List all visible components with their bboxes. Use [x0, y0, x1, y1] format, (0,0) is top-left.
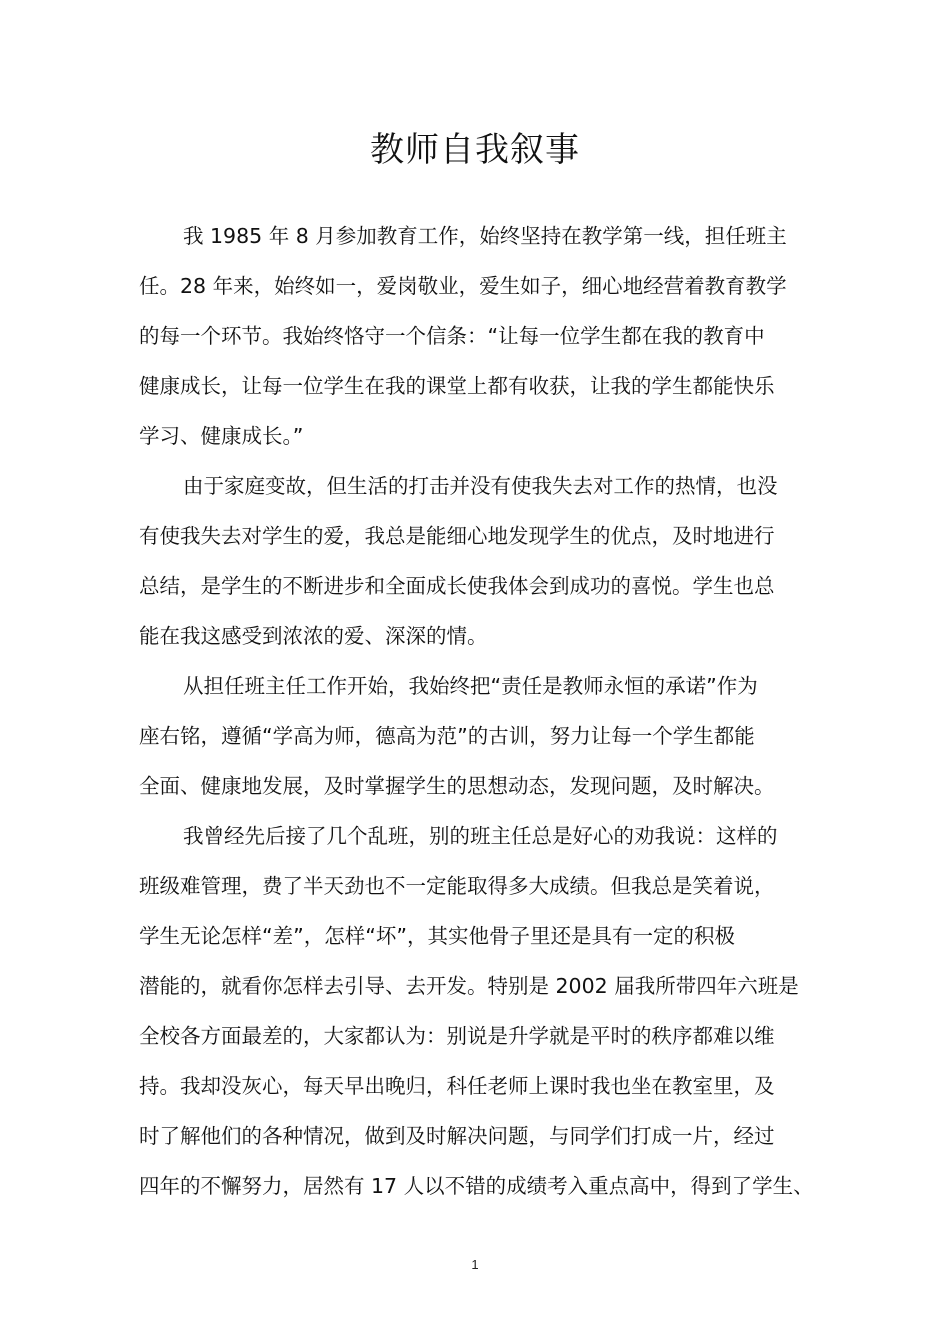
text-line: 座右铭，遵循“学高为师，德高为范”的古训，努力让每一个学生都能 — [139, 724, 755, 748]
text-line: 我曾经先后接了几个乱班，别的班主任总是好心的劝我说：这样的 — [183, 824, 778, 848]
text-line: 学生无论怎样“差”，怎样“坏”，其实他骨子里还是具有一定的积极 — [139, 924, 735, 948]
text-line: 任。28 年来，始终如一，爱岗敬业，爱生如子，细心地经营着教育教学 — [139, 274, 787, 298]
text-line: 学习、健康成长。” — [139, 424, 304, 448]
text-line: 潜能的，就看你怎样去引导、去开发。特别是 2002 届我所带四年六班是 — [139, 974, 799, 998]
text-line: 能在我这感受到浓浓的爱、深深的情。 — [139, 624, 488, 648]
text-line: 从担任班主任工作开始，我始终把“责任是教师永恒的承诺”作为 — [183, 674, 758, 698]
text-line: 由于家庭变故，但生活的打击并没有使我失去对工作的热情，也没 — [183, 474, 778, 498]
text-line: 班级难管理，费了半天劲也不一定能取得多大成绩。但我总是笑着说， — [139, 874, 775, 898]
text-line: 健康成长，让每一位学生在我的课堂上都有收获，让我的学生都能快乐 — [139, 374, 775, 398]
text-line: 全面、健康地发展，及时掌握学生的思想动态，发现问题，及时解决。 — [139, 774, 775, 798]
text-line: 全校各方面最差的，大家都认为：别说是升学就是平时的秩序都难以维 — [139, 1024, 775, 1048]
body-text — [139, 211, 829, 1211]
text-line: 持。我却没灰心，每天早出晚归，科任老师上课时我也坐在教室里，及 — [139, 1074, 775, 1098]
text-line: 总结，是学生的不断进步和全面成长使我体会到成功的喜悦。学生也总 — [139, 574, 775, 598]
text-line: 的每一个环节。我始终恪守一个信条：“让每一位学生都在我的教育中 — [139, 324, 765, 348]
text-line: 有使我失去对学生的爱，我总是能细心地发现学生的优点，及时地进行 — [139, 524, 775, 548]
text-line: 我 1985 年 8 月参加教育工作，始终坚持在教学第一线，担任班主 — [183, 224, 787, 248]
document-title: 教师自我叙事 — [370, 130, 580, 170]
text-line: 时了解他们的各种情况，做到及时解决问题，与同学们打成一片，经过 — [139, 1124, 775, 1148]
text-line: 四年的不懈努力，居然有 17 人以不错的成绩考入重点高中，得到了学生、 — [139, 1174, 814, 1198]
page-number: 1 — [471, 1257, 479, 1272]
